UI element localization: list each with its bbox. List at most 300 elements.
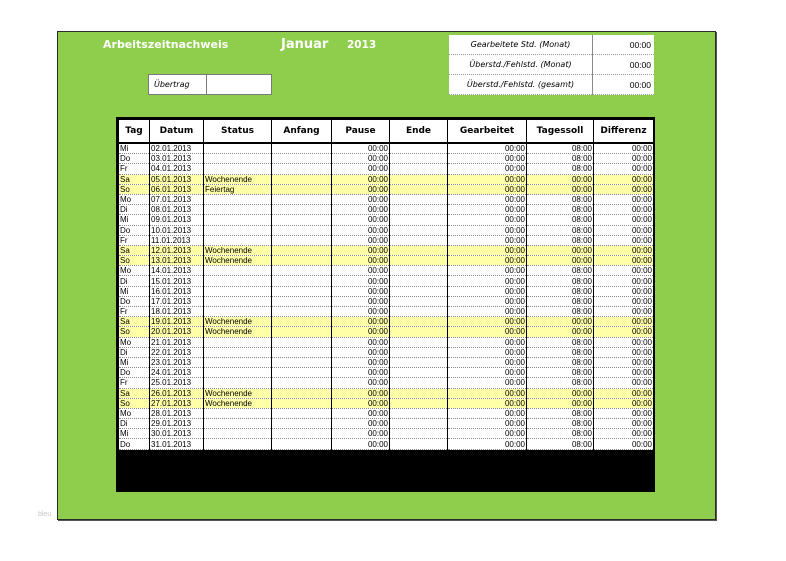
cell-datum[interactable]: 27.01.2013: [150, 398, 204, 408]
cell-datum[interactable]: 11.01.2013: [150, 235, 204, 245]
cell-status[interactable]: Wochenende: [204, 327, 272, 337]
cell-pause[interactable]: 00:00: [332, 286, 390, 296]
table-row: [119, 408, 654, 418]
cell-status[interactable]: [204, 215, 272, 225]
cell-anfang[interactable]: [272, 235, 332, 245]
cell-datum[interactable]: 28.01.2013: [150, 408, 204, 418]
cell-anfang[interactable]: [272, 164, 332, 174]
cell-tagessoll[interactable]: 08:00: [527, 286, 594, 296]
cell-pause[interactable]: 00:00: [332, 235, 390, 245]
cell-ende[interactable]: [390, 276, 448, 286]
cell-tagessoll[interactable]: 08:00: [527, 429, 594, 439]
cell-anfang[interactable]: [272, 245, 332, 255]
uebertrag-value-cell[interactable]: [207, 75, 271, 94]
cell-tag[interactable]: Sa: [119, 388, 150, 398]
cell-status[interactable]: [204, 378, 272, 388]
cell-status[interactable]: [204, 143, 272, 154]
cell-anfang[interactable]: [272, 327, 332, 337]
watermark-text: bleu: [38, 511, 52, 518]
column-header-tag: Tag: [119, 120, 150, 144]
cell-gearbeitet[interactable]: 00:00: [448, 296, 527, 306]
cell-gearbeitet[interactable]: 00:00: [448, 286, 527, 296]
cell-anfang[interactable]: [272, 143, 332, 154]
cell-gearbeitet[interactable]: 00:00: [448, 154, 527, 164]
cell-differenz[interactable]: 00:00: [594, 327, 654, 337]
cell-status[interactable]: [204, 337, 272, 347]
cell-tagessoll[interactable]: 08:00: [527, 307, 594, 317]
cell-datum[interactable]: 14.01.2013: [150, 266, 204, 276]
cell-tag[interactable]: Di: [119, 205, 150, 215]
cell-tagessoll[interactable]: 08:00: [527, 276, 594, 286]
cell-ende[interactable]: [390, 368, 448, 378]
cell-gearbeitet[interactable]: 00:00: [448, 408, 527, 418]
cell-datum[interactable]: 15.01.2013: [150, 276, 204, 286]
cell-anfang[interactable]: [272, 154, 332, 164]
cell-anfang[interactable]: [272, 256, 332, 266]
cell-anfang[interactable]: [272, 408, 332, 418]
cell-ende[interactable]: [390, 429, 448, 439]
cell-gearbeitet[interactable]: 00:00: [448, 215, 527, 225]
cell-anfang[interactable]: [272, 225, 332, 235]
cell-gearbeitet[interactable]: 00:00: [448, 194, 527, 204]
cell-pause[interactable]: 00:00: [332, 419, 390, 429]
cell-ende[interactable]: [390, 164, 448, 174]
cell-pause[interactable]: 00:00: [332, 205, 390, 215]
cell-gearbeitet[interactable]: 00:00: [448, 245, 527, 255]
cell-ende[interactable]: [390, 327, 448, 337]
cell-ende[interactable]: [390, 286, 448, 296]
cell-tag[interactable]: Fr: [119, 307, 150, 317]
cell-differenz[interactable]: 00:00: [594, 337, 654, 347]
cell-status[interactable]: [204, 286, 272, 296]
cell-ende[interactable]: [390, 205, 448, 215]
cell-pause[interactable]: 00:00: [332, 357, 390, 367]
cell-ende[interactable]: [390, 419, 448, 429]
cell-gearbeitet[interactable]: 00:00: [448, 378, 527, 388]
cell-gearbeitet[interactable]: 00:00: [448, 205, 527, 215]
cell-datum[interactable]: 18.01.2013: [150, 307, 204, 317]
cell-datum[interactable]: 22.01.2013: [150, 347, 204, 357]
cell-status[interactable]: [204, 439, 272, 449]
cell-tag[interactable]: Di: [119, 347, 150, 357]
cell-status[interactable]: [204, 368, 272, 378]
cell-ende[interactable]: [390, 296, 448, 306]
cell-pause[interactable]: 00:00: [332, 164, 390, 174]
cell-differenz[interactable]: 00:00: [594, 408, 654, 418]
cell-pause[interactable]: 00:00: [332, 388, 390, 398]
cell-tag[interactable]: Mi: [119, 357, 150, 367]
cell-pause[interactable]: 00:00: [332, 225, 390, 235]
cell-datum[interactable]: 13.01.2013: [150, 256, 204, 266]
cell-ende[interactable]: [390, 266, 448, 276]
cell-status[interactable]: Feiertag: [204, 184, 272, 194]
cell-tag[interactable]: Do: [119, 225, 150, 235]
cell-anfang[interactable]: [272, 194, 332, 204]
summary-row: [449, 55, 654, 75]
cell-datum[interactable]: 23.01.2013: [150, 357, 204, 367]
cell-tag[interactable]: So: [119, 256, 150, 266]
cell-ende[interactable]: [390, 245, 448, 255]
cell-differenz[interactable]: 00:00: [594, 194, 654, 204]
cell-differenz[interactable]: 00:00: [594, 378, 654, 388]
table-row: [119, 296, 654, 306]
cell-anfang[interactable]: [272, 419, 332, 429]
cell-anfang[interactable]: [272, 398, 332, 408]
cell-tagessoll[interactable]: 08:00: [527, 194, 594, 204]
cell-status[interactable]: [204, 307, 272, 317]
cell-datum[interactable]: 31.01.2013: [150, 439, 204, 449]
cell-tagessoll[interactable]: 08:00: [527, 225, 594, 235]
cell-gearbeitet[interactable]: 00:00: [448, 429, 527, 439]
table-row: [119, 419, 654, 429]
cell-gearbeitet[interactable]: 00:00: [448, 256, 527, 266]
cell-pause[interactable]: 00:00: [332, 307, 390, 317]
cell-differenz[interactable]: 00:00: [594, 225, 654, 235]
table-row: [119, 398, 654, 408]
cell-gearbeitet[interactable]: 00:00: [448, 266, 527, 276]
cell-gearbeitet[interactable]: 00:00: [448, 225, 527, 235]
cell-status[interactable]: [204, 235, 272, 245]
cell-tag[interactable]: Mi: [119, 215, 150, 225]
cell-gearbeitet[interactable]: 00:00: [448, 347, 527, 357]
cell-anfang[interactable]: [272, 286, 332, 296]
cell-anfang[interactable]: [272, 184, 332, 194]
column-header-tagessoll: Tagessoll: [527, 120, 594, 144]
summary-value[interactable]: 00:00: [593, 35, 655, 55]
cell-tag[interactable]: So: [119, 184, 150, 194]
cell-differenz[interactable]: 00:00: [594, 154, 654, 164]
cell-pause[interactable]: 00:00: [332, 184, 390, 194]
cell-datum[interactable]: 20.01.2013: [150, 327, 204, 337]
cell-differenz[interactable]: 00:00: [594, 174, 654, 184]
cell-datum[interactable]: 03.01.2013: [150, 154, 204, 164]
cell-tag[interactable]: So: [119, 398, 150, 408]
cell-anfang[interactable]: [272, 205, 332, 215]
cell-gearbeitet[interactable]: 00:00: [448, 337, 527, 347]
cell-ende[interactable]: [390, 378, 448, 388]
cell-anfang[interactable]: [272, 378, 332, 388]
cell-tag[interactable]: Fr: [119, 378, 150, 388]
cell-pause[interactable]: 00:00: [332, 327, 390, 337]
cell-gearbeitet[interactable]: 00:00: [448, 143, 527, 154]
cell-status[interactable]: Wochenende: [204, 174, 272, 184]
cell-datum[interactable]: 04.01.2013: [150, 164, 204, 174]
table-row: [119, 143, 654, 154]
table-row: [119, 378, 654, 388]
cell-gearbeitet[interactable]: 00:00: [448, 235, 527, 245]
cell-differenz[interactable]: 00:00: [594, 245, 654, 255]
cell-datum[interactable]: 09.01.2013: [150, 215, 204, 225]
cell-status[interactable]: [204, 164, 272, 174]
cell-tagessoll[interactable]: 00:00: [527, 245, 594, 255]
cell-anfang[interactable]: [272, 337, 332, 347]
cell-datum[interactable]: 25.01.2013: [150, 378, 204, 388]
cell-anfang[interactable]: [272, 347, 332, 357]
cell-tag[interactable]: Sa: [119, 245, 150, 255]
cell-status[interactable]: [204, 296, 272, 306]
cell-gearbeitet[interactable]: 00:00: [448, 398, 527, 408]
cell-status[interactable]: Wochenende: [204, 317, 272, 327]
cell-tagessoll[interactable]: 08:00: [527, 205, 594, 215]
table-row: [119, 215, 654, 225]
cell-status[interactable]: [204, 419, 272, 429]
cell-differenz[interactable]: 00:00: [594, 235, 654, 245]
cell-status[interactable]: [204, 194, 272, 204]
cell-status[interactable]: [204, 266, 272, 276]
cell-gearbeitet[interactable]: 00:00: [448, 307, 527, 317]
column-header-datum: Datum: [150, 120, 204, 144]
cell-anfang[interactable]: [272, 317, 332, 327]
cell-tag[interactable]: Mi: [119, 286, 150, 296]
cell-tagessoll[interactable]: 08:00: [527, 154, 594, 164]
cell-tag[interactable]: Do: [119, 296, 150, 306]
cell-datum[interactable]: 08.01.2013: [150, 205, 204, 215]
cell-status[interactable]: Wochenende: [204, 398, 272, 408]
table-row: [119, 276, 654, 286]
cell-differenz[interactable]: 00:00: [594, 357, 654, 367]
cell-pause[interactable]: 00:00: [332, 143, 390, 154]
cell-ende[interactable]: [390, 307, 448, 317]
uebertrag-box: [148, 74, 272, 95]
cell-ende[interactable]: [390, 215, 448, 225]
cell-tagessoll[interactable]: 08:00: [527, 408, 594, 418]
cell-tagessoll[interactable]: 08:00: [527, 164, 594, 174]
cell-tagessoll[interactable]: 08:00: [527, 337, 594, 347]
cell-pause[interactable]: 00:00: [332, 296, 390, 306]
cell-anfang[interactable]: [272, 266, 332, 276]
cell-anfang[interactable]: [272, 439, 332, 449]
cell-tagessoll[interactable]: 08:00: [527, 215, 594, 225]
cell-differenz[interactable]: 00:00: [594, 256, 654, 266]
cell-tag[interactable]: Do: [119, 154, 150, 164]
cell-tag[interactable]: Sa: [119, 317, 150, 327]
cell-status[interactable]: Wochenende: [204, 388, 272, 398]
cell-status[interactable]: [204, 357, 272, 367]
cell-datum[interactable]: 16.01.2013: [150, 286, 204, 296]
cell-status[interactable]: [204, 408, 272, 418]
cell-anfang[interactable]: [272, 296, 332, 306]
cell-status[interactable]: [204, 276, 272, 286]
cell-datum[interactable]: 06.01.2013: [150, 184, 204, 194]
table-row: [119, 357, 654, 367]
cell-ende[interactable]: [390, 256, 448, 266]
cell-differenz[interactable]: 00:00: [594, 286, 654, 296]
cell-differenz[interactable]: 00:00: [594, 184, 654, 194]
cell-tagessoll[interactable]: 08:00: [527, 439, 594, 449]
cell-differenz[interactable]: 00:00: [594, 205, 654, 215]
cell-gearbeitet[interactable]: 00:00: [448, 327, 527, 337]
cell-tagessoll[interactable]: 08:00: [527, 235, 594, 245]
cell-ende[interactable]: [390, 174, 448, 184]
cell-status[interactable]: [204, 429, 272, 439]
cell-datum[interactable]: 07.01.2013: [150, 194, 204, 204]
cell-datum[interactable]: 24.01.2013: [150, 368, 204, 378]
cell-tagessoll[interactable]: 08:00: [527, 143, 594, 154]
table-row: [119, 245, 654, 255]
cell-status[interactable]: [204, 347, 272, 357]
cell-datum[interactable]: 02.01.2013: [150, 143, 204, 154]
cell-differenz[interactable]: 00:00: [594, 317, 654, 327]
cell-datum[interactable]: 10.01.2013: [150, 225, 204, 235]
cell-differenz[interactable]: 00:00: [594, 419, 654, 429]
cell-tag[interactable]: Mi: [119, 143, 150, 154]
cell-anfang[interactable]: [272, 388, 332, 398]
summary-value[interactable]: 00:00: [593, 55, 655, 75]
cell-anfang[interactable]: [272, 429, 332, 439]
cell-status[interactable]: Wochenende: [204, 256, 272, 266]
cell-ende[interactable]: [390, 225, 448, 235]
cell-differenz[interactable]: 00:00: [594, 439, 654, 449]
cell-differenz[interactable]: 00:00: [594, 347, 654, 357]
cell-pause[interactable]: 00:00: [332, 368, 390, 378]
cell-tagessoll[interactable]: 08:00: [527, 266, 594, 276]
cell-tagessoll[interactable]: 00:00: [527, 327, 594, 337]
cell-gearbeitet[interactable]: 00:00: [448, 184, 527, 194]
cell-differenz[interactable]: 00:00: [594, 429, 654, 439]
cell-datum[interactable]: 21.01.2013: [150, 337, 204, 347]
cell-differenz[interactable]: 00:00: [594, 398, 654, 408]
cell-ende[interactable]: [390, 439, 448, 449]
cell-tagessoll[interactable]: 00:00: [527, 388, 594, 398]
cell-tag[interactable]: Di: [119, 419, 150, 429]
table-body: [119, 143, 654, 449]
cell-tagessoll[interactable]: 08:00: [527, 419, 594, 429]
cell-anfang[interactable]: [272, 215, 332, 225]
cell-gearbeitet[interactable]: 00:00: [448, 174, 527, 184]
cell-ende[interactable]: [390, 408, 448, 418]
cell-gearbeitet[interactable]: 00:00: [448, 317, 527, 327]
cell-differenz[interactable]: 00:00: [594, 215, 654, 225]
cell-pause[interactable]: 00:00: [332, 347, 390, 357]
cell-pause[interactable]: 00:00: [332, 398, 390, 408]
cell-tagessoll[interactable]: 08:00: [527, 357, 594, 367]
cell-tag[interactable]: Sa: [119, 174, 150, 184]
cell-tag[interactable]: Mo: [119, 408, 150, 418]
cell-ende[interactable]: [390, 388, 448, 398]
month-label[interactable]: Januar: [281, 37, 329, 52]
table-row: [119, 317, 654, 327]
cell-tag[interactable]: Di: [119, 276, 150, 286]
cell-tagessoll[interactable]: 00:00: [527, 174, 594, 184]
cell-tagessoll[interactable]: 08:00: [527, 296, 594, 306]
cell-pause[interactable]: 00:00: [332, 174, 390, 184]
cell-datum[interactable]: 12.01.2013: [150, 245, 204, 255]
timesheet-table: [118, 119, 654, 450]
cell-differenz[interactable]: 00:00: [594, 164, 654, 174]
cell-pause[interactable]: 00:00: [332, 245, 390, 255]
cell-gearbeitet[interactable]: 00:00: [448, 439, 527, 449]
cell-pause[interactable]: 00:00: [332, 266, 390, 276]
cell-gearbeitet[interactable]: 00:00: [448, 419, 527, 429]
cell-ende[interactable]: [390, 235, 448, 245]
cell-tagessoll[interactable]: 00:00: [527, 184, 594, 194]
cell-ende[interactable]: [390, 143, 448, 154]
cell-differenz[interactable]: 00:00: [594, 296, 654, 306]
cell-pause[interactable]: 00:00: [332, 154, 390, 164]
cell-datum[interactable]: 30.01.2013: [150, 429, 204, 439]
cell-status[interactable]: Wochenende: [204, 245, 272, 255]
cell-pause[interactable]: 00:00: [332, 378, 390, 388]
cell-differenz[interactable]: 00:00: [594, 276, 654, 286]
cell-pause[interactable]: 00:00: [332, 317, 390, 327]
cell-differenz[interactable]: 00:00: [594, 266, 654, 276]
cell-ende[interactable]: [390, 317, 448, 327]
cell-status[interactable]: [204, 205, 272, 215]
cell-datum[interactable]: 26.01.2013: [150, 388, 204, 398]
cell-datum[interactable]: 17.01.2013: [150, 296, 204, 306]
cell-ende[interactable]: [390, 357, 448, 367]
column-header-pause: Pause: [332, 120, 390, 144]
cell-tag[interactable]: Mo: [119, 194, 150, 204]
cell-ende[interactable]: [390, 194, 448, 204]
cell-differenz[interactable]: 00:00: [594, 368, 654, 378]
cell-tag[interactable]: Mo: [119, 266, 150, 276]
cell-gearbeitet[interactable]: 00:00: [448, 368, 527, 378]
cell-tag[interactable]: Mi: [119, 429, 150, 439]
cell-tagessoll[interactable]: 08:00: [527, 368, 594, 378]
cell-pause[interactable]: 00:00: [332, 256, 390, 266]
cell-tagessoll[interactable]: 00:00: [527, 256, 594, 266]
column-header-gearbeitet: Gearbeitet: [448, 120, 527, 144]
cell-datum[interactable]: 05.01.2013: [150, 174, 204, 184]
cell-pause[interactable]: 00:00: [332, 276, 390, 286]
column-header-differenz: Differenz: [594, 120, 654, 144]
cell-pause[interactable]: 00:00: [332, 194, 390, 204]
cell-tag[interactable]: Fr: [119, 235, 150, 245]
cell-pause[interactable]: 00:00: [332, 337, 390, 347]
cell-gearbeitet[interactable]: 00:00: [448, 164, 527, 174]
cell-tagessoll[interactable]: 00:00: [527, 317, 594, 327]
cell-gearbeitet[interactable]: 00:00: [448, 357, 527, 367]
cell-pause[interactable]: 00:00: [332, 215, 390, 225]
cell-gearbeitet[interactable]: 00:00: [448, 276, 527, 286]
cell-ende[interactable]: [390, 184, 448, 194]
cell-tagessoll[interactable]: 00:00: [527, 398, 594, 408]
cell-pause[interactable]: 00:00: [332, 429, 390, 439]
cell-pause[interactable]: 00:00: [332, 439, 390, 449]
cell-tagessoll[interactable]: 08:00: [527, 378, 594, 388]
year-label[interactable]: 2013: [347, 39, 377, 51]
cell-tag[interactable]: Fr: [119, 164, 150, 174]
cell-tag[interactable]: Mo: [119, 337, 150, 347]
table-row: [119, 337, 654, 347]
cell-ende[interactable]: [390, 337, 448, 347]
cell-differenz[interactable]: 00:00: [594, 388, 654, 398]
cell-anfang[interactable]: [272, 307, 332, 317]
cell-differenz[interactable]: 00:00: [594, 143, 654, 154]
cell-anfang[interactable]: [272, 174, 332, 184]
cell-datum[interactable]: 29.01.2013: [150, 419, 204, 429]
cell-status[interactable]: [204, 225, 272, 235]
cell-tagessoll[interactable]: 08:00: [527, 347, 594, 357]
cell-anfang[interactable]: [272, 276, 332, 286]
cell-tag[interactable]: Do: [119, 368, 150, 378]
cell-ende[interactable]: [390, 398, 448, 408]
table-row: [119, 429, 654, 439]
cell-status[interactable]: [204, 154, 272, 164]
cell-ende[interactable]: [390, 154, 448, 164]
cell-anfang[interactable]: [272, 357, 332, 367]
cell-ende[interactable]: [390, 347, 448, 357]
cell-tag[interactable]: So: [119, 327, 150, 337]
cell-differenz[interactable]: 00:00: [594, 307, 654, 317]
cell-gearbeitet[interactable]: 00:00: [448, 388, 527, 398]
summary-value[interactable]: 00:00: [593, 75, 655, 95]
cell-anfang[interactable]: [272, 368, 332, 378]
cell-tag[interactable]: Do: [119, 439, 150, 449]
cell-pause[interactable]: 00:00: [332, 408, 390, 418]
cell-datum[interactable]: 19.01.2013: [150, 317, 204, 327]
